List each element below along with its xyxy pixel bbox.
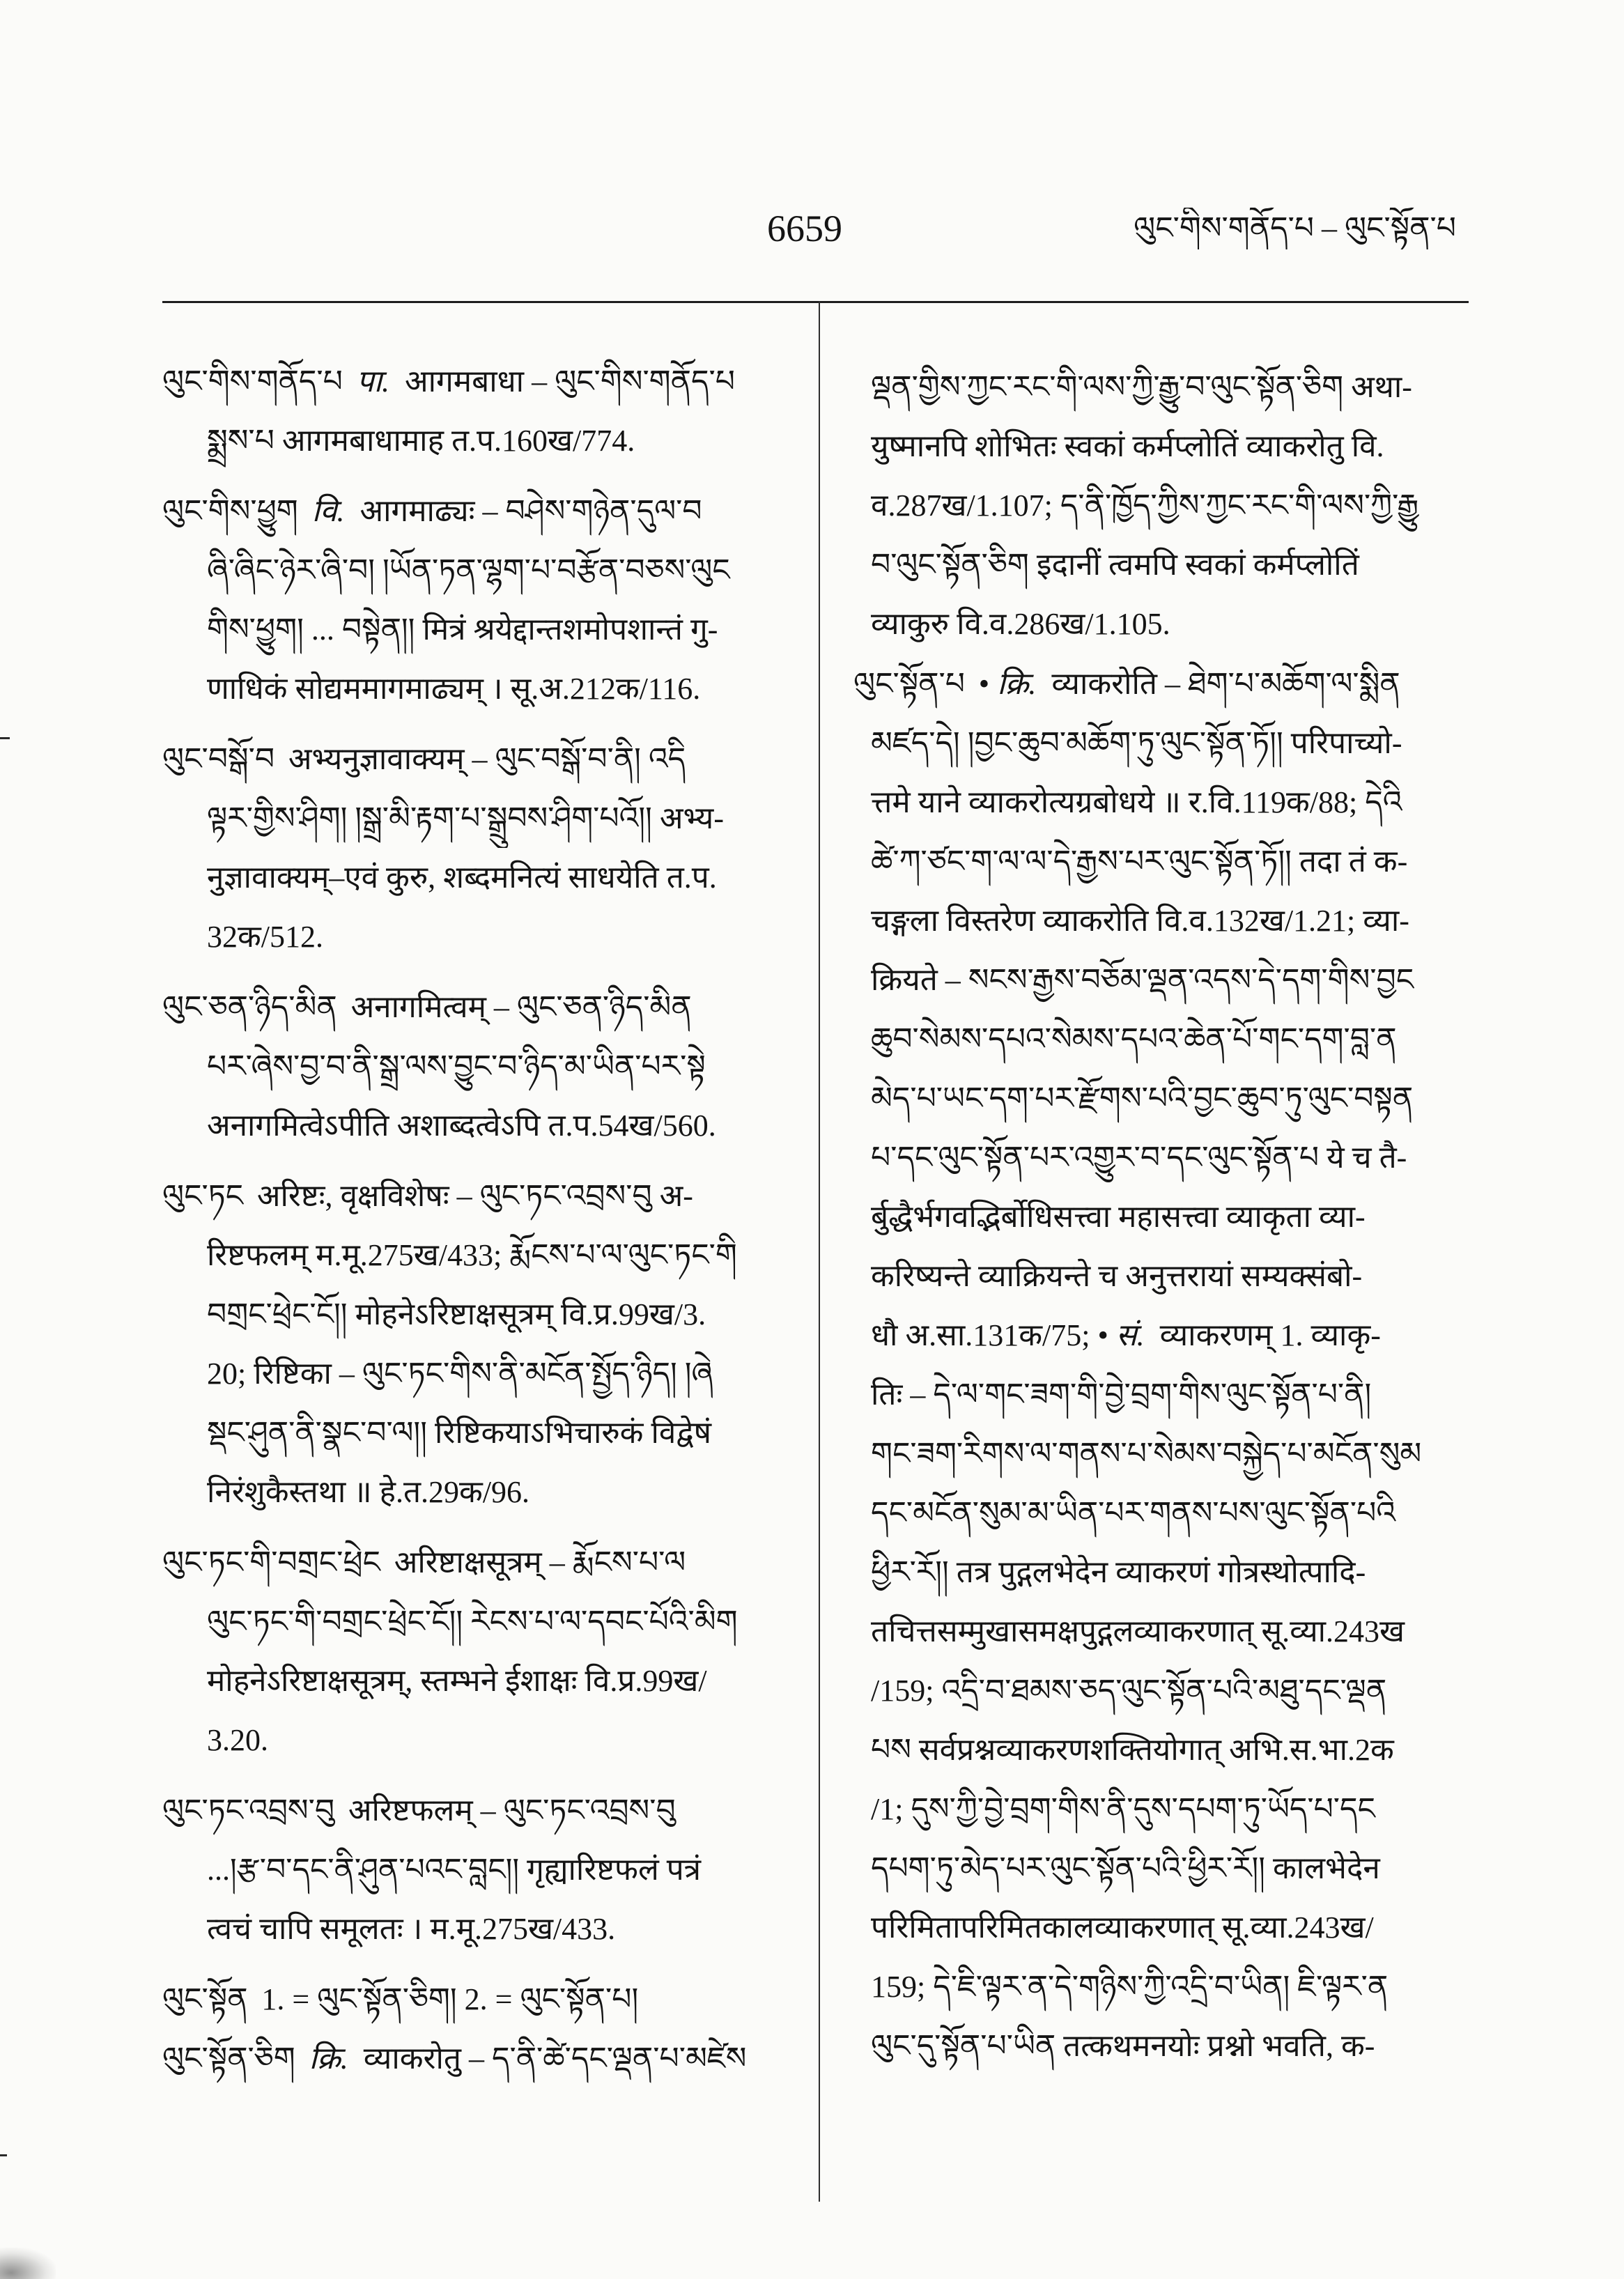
headword: ལུང་ཏང་འབྲས་བུ: [162, 1793, 335, 1828]
sense-bullet: •: [978, 667, 990, 701]
grammar-label: क्रि.: [309, 2041, 348, 2076]
entry-text: अरिष्टफलम् – ལུང་ཏང་འབྲས་བུ: [348, 1793, 676, 1828]
entry-line: तचित्तसम्मुखासमक्षपुद्गलव्याकरणात् सू.व्या.243ख: [871, 1614, 1405, 1648]
headword: ལུང་སྟོན་ཅིག: [162, 2041, 295, 2076]
headword: ལུང་ཏང་གི་བགྲང་ཕྲེང: [162, 1545, 380, 1579]
entry-line: [853, 1306, 1469, 1365]
entry-line: /159; འདྲི་བ་ཐམས་ཅད་ལུང་སྟོན་པའི་མཐུ་དང་ལྡན: [871, 1674, 1387, 1708]
scan-mark: [0, 737, 10, 739]
dictionary-entry: [162, 481, 798, 718]
entry-first-line: [162, 978, 798, 1037]
entry-line: པས सर्वप्रश्नव्याकरणशक्तियोगात् अभि.स.भा.2क: [871, 1733, 1394, 1767]
entry-line: ཞི་ཞིང་ཉེར་ཞི་བ། །ཡོན་ཏན་ལྷག་པ་བརྩོན་བཅས་ལུང: [207, 553, 730, 587]
entry-line: 159; དེ་ཇི་ལྟར་ན་དེ་གཉིས་ཀྱི་འདྲི་བ་ཡིན། ཇི་ལྟར་ན: [871, 1970, 1389, 2004]
headword: ལུང་ཏང: [162, 1179, 244, 1213]
headword: ལུང་གིས་ཕྱུག: [162, 494, 298, 528]
entry-line: ལུང་ཏང་གི་བགྲང་ཕྲེང་ངོ།། རེངས་པ་ལ་དབང་པོའི་མིག: [207, 1605, 738, 1639]
entry-line: चङ्गला विस्तरेण व्याकरोति वि.व.132ख/1.21; व्या-: [871, 904, 1409, 938]
entry-first-line: [162, 1781, 798, 1840]
entry-first-line: [162, 352, 798, 411]
scan-mark: [0, 2154, 7, 2156]
entry-line: व्याकुरु वि.व.286ख/1.105.: [871, 607, 1170, 641]
entry-first-line: [162, 1533, 798, 1592]
entry-line: नुज्ञावाक्यम्–एवं कुरु, शब्दमनित्यं साधयेति त.प.: [207, 860, 717, 895]
entry-line: གིས་ཕྱུག། ... བསྟེན།། मित्रं श्रयेद्दान्तशमोपशान्तं गु-: [207, 612, 718, 647]
entry-line: བགྲང་ཕྲེང་ངོ།། मोहनेऽरिष्टाक्षसूत्रम् वि.प्र.99ख/3.: [207, 1297, 706, 1331]
entry-line: त्तमे याने व्याकरोत्यग्रबोधये ॥ र.वि.119क/88; དེའི: [871, 785, 1402, 819]
entry-line: करिष्यन्ते व्याक्रियन्ते च अनुत्तरायां सम्यक्संबो-: [871, 1259, 1363, 1293]
headword: ལུང་སྟོན་པ: [853, 667, 965, 701]
page-number: 6659: [767, 208, 842, 249]
entry-line: ལྡན་གྱིས་ཀྱང་རང་གི་ལས་ཀྱི་རྒྱུ་བ་ལུང་སྟོན་ཅིག अथा-: [871, 370, 1412, 404]
dictionary-entry: [162, 978, 798, 1155]
entry-text: अनागमित्वम् – ལུང་ཅན་ཉིད་མིན: [350, 990, 692, 1024]
headword: ལུང་བསྒོ་བ: [162, 742, 275, 776]
entry-line: སྡང་ཤུན་ནི་སྣང་བ་ལ།། रिष्टिकयाऽभिचारुकं विद्वेषं: [207, 1416, 712, 1450]
right-column: [853, 357, 1469, 2076]
entry-line: त्वचं चापि समूलतः । म.मू.275ख/433.: [207, 1912, 616, 1946]
headword: ལུང་ཅན་ཉིད་མིན: [162, 990, 337, 1024]
entry-text: व्याकरोतु – ད་ནི་ཚེ་དང་ལྡན་པ་མཛེས: [363, 2041, 747, 2076]
entry-first-line: [162, 2029, 798, 2088]
left-column: [162, 352, 798, 2088]
entry-text: आगमबाधा – ལུང་གིས་གནོད་པ: [405, 364, 735, 399]
entry-line: ཆུབ་སེམས་དཔའ་སེམས་དཔའ་ཆེན་པོ་གང་དག་བླ་ན: [871, 1022, 1397, 1056]
entry-line: ...།རྩ་བ་དང་ནི་ཤུན་པའང་བླང།། गृह्यारिष्टफलं पत्रं: [207, 1853, 702, 1887]
entry-text: अरिष्टाक्षसूत्रम् – རྨོངས་པ་ལ: [394, 1545, 686, 1579]
dictionary-entry: [853, 654, 1469, 2076]
dictionary-entry: [162, 352, 798, 470]
header-rule: [162, 301, 1469, 303]
dictionary-entry: [162, 1533, 798, 1770]
entry-text: आगमाढ्यः – བཤེས་གཉེན་དུལ་བ: [359, 494, 702, 528]
entry-line: ཕྱིར་རོ།། तत्र पुद्गलभेदेन व्याकरणं गोत्रस्थोत्पादि-: [871, 1555, 1366, 1589]
entry-line: དང་མངོན་སུམ་མ་ཡིན་པར་གནས་པས་ལུང་སྟོན་པའི: [871, 1496, 1396, 1530]
entry-line: णाधिकं सोद्यममागमाढ्यम् । सू.अ.212क/116.: [207, 672, 701, 706]
entry-text: धौ अ.सा.131क/75; •: [871, 1318, 1108, 1352]
headword: ལུང་སྟོན: [162, 1982, 248, 2016]
entry-line: 3.20.: [207, 1723, 268, 1757]
grammar-label: वि.: [311, 494, 345, 528]
dictionary-entry: [162, 1166, 798, 1522]
entry-line: निरंशुकैस्तथा ॥ हे.त.29क/96.: [207, 1475, 530, 1509]
entry-line: युष्मानपि शोभितः स्वकां कर्मप्लोतिं व्याकरोतु वि.: [871, 429, 1384, 463]
entry-first-line: [162, 481, 798, 541]
entry-line: སྨྲས་པ आगमबाधामाह त.प.160ख/774.: [207, 424, 635, 458]
grammar-label: सं.: [1115, 1318, 1145, 1352]
entry-line: 32क/512.: [207, 920, 324, 954]
column-divider: [819, 301, 820, 2202]
entry-text: अरिष्टः, वृक्षविशेषः – ལུང་ཏང་འབྲས་བུ अ-: [256, 1179, 693, 1213]
entry-line: ལུང་དུ་སྟོན་པ་ཡིན तत्कथमनयोः प्रश्नो भवति, क-: [871, 2029, 1375, 2063]
entry-line: मोहनेऽरिष्टाक्षसूत्रम्, स्तम्भने ईशाक्षः वि.प्र.99ख/: [207, 1664, 707, 1698]
entry-line: ལྟར་གྱིས་ཤིག། །སྒྲ་མི་རྟག་པ་སྒྲུབས་ཤིག་པའོ།། अभ्य-: [207, 801, 724, 835]
entry-line: ཚེ་ཀ་ཙང་ག་ལ་ལ་དེ་རྒྱས་པར་ལུང་སྟོན་ཏོ།། तदा तं क-: [871, 844, 1408, 879]
entry-line: परिमितापरिमितकालव्याकरणात् सू.व्या.243ख/: [871, 1910, 1374, 1945]
entry-first-line: [853, 654, 1469, 713]
entry-line: དཔག་ཏུ་མེད་པར་ལུང་སྟོན་པའི་ཕྱིར་རོ།། कालभेदेन: [871, 1851, 1380, 1885]
entry-line: པར་ཞེས་བྱ་བ་ནི་སྒྲ་ལས་བྱུང་བ་ཉིད་མ་ཡིན་པར་སྟེ: [207, 1049, 706, 1083]
dictionary-entry: [162, 1970, 798, 2029]
dictionary-entry: [162, 2029, 798, 2088]
entry-line: 20; रिष्टिका – ལུང་ཏང་གིས་ནི་མངོན་སྤྱོད་ཉིད། །ཞེ: [207, 1357, 713, 1391]
entry-line: གང་ཟག་རིགས་ལ་གནས་པ་སེམས་བསྐྱེད་པ་མངོན་སུམ: [871, 1437, 1422, 1471]
entry-first-line: [162, 1166, 798, 1226]
entry-line: र्बुद्धैर्भगवद्भिर्बोधिसत्त्वा महासत्त्वा व्याकृता व्या-: [871, 1200, 1366, 1234]
entry-first-line: [162, 729, 798, 789]
entry-text: अभ्यनुज्ञावाक्यम् – ལུང་བསྒོ་བ་ནི། འདི: [288, 742, 686, 776]
entry-first-line: [162, 1970, 798, 2029]
entry-text: व्याकरणम् 1. व्याकृ-: [1159, 1318, 1381, 1352]
entry-line: /1; དུས་ཀྱི་བྱེ་བྲག་གིས་ནི་དུས་དཔག་ཏུ་ཡོད་པ་དང: [871, 1792, 1375, 1826]
entry-line: व.287ख/1.107; ད་ནི་ཁྱོད་ཀྱིས་ཀྱང་རང་གི་ལས་ཀྱི་རྒྱུ: [871, 488, 1419, 523]
headword: ལུང་གིས་གནོད་པ: [162, 364, 343, 399]
dictionary-entry-continued: [853, 357, 1469, 654]
grammar-label: क्रि.: [997, 667, 1037, 701]
grammar-label: पा.: [356, 364, 390, 399]
entry-text: 1. = ལུང་སྟོན་ཅིག། 2. = ལུང་སྟོན་པ།: [261, 1982, 639, 2016]
entry-line: अनागमित्वेऽपीति अशाब्दत्वेऽपि त.प.54ख/560.: [207, 1108, 716, 1143]
entry-text: व्याकरोति – ཐེག་པ་མཆོག་ལ་སྨིན: [1051, 667, 1400, 701]
entry-line: तिः – དེ་ལ་གང་ཟག་གི་བྱེ་བྲག་གིས་ལུང་སྟོན་པ་ནི།: [871, 1377, 1372, 1412]
entry-line: མཛད་དེ། །བྱང་ཆུབ་མཆོག་ཏུ་ལུང་སྟོན་ཏོ།། परिपाच्यो-: [871, 726, 1402, 760]
entry-line: པ་དང་ལུང་སྟོན་པར་འགྱུར་བ་དང་ལུང་སྟོན་པ ये च तै-: [871, 1141, 1407, 1175]
entry-line: रिष्टफलम् म.मू.275ख/433; རྨོངས་པ་ལ་ལུང་ཏང་གི: [207, 1238, 737, 1272]
entry-line: क्रियते – སངས་རྒྱས་བཅོམ་ལྡན་འདས་དེ་དག་གིས་བྱང: [871, 963, 1414, 997]
entry-line: བ་ལུང་སྟོན་ཅིག इदानीं त्वमपि स्वकां कर्मप्लोतिं: [871, 548, 1359, 582]
scan-smudge: [0, 2248, 56, 2279]
entry-line: མེད་པ་ཡང་དག་པར་རྫོགས་པའི་བྱང་ཆུབ་ཏུ་ལུང་བསྟན: [871, 1081, 1414, 1115]
dictionary-entry: [162, 1781, 798, 1959]
dictionary-entry: [162, 729, 798, 966]
running-head: ལུང་གིས་གནོད་པ – ལུང་སྟོན་པ: [1134, 211, 1456, 245]
